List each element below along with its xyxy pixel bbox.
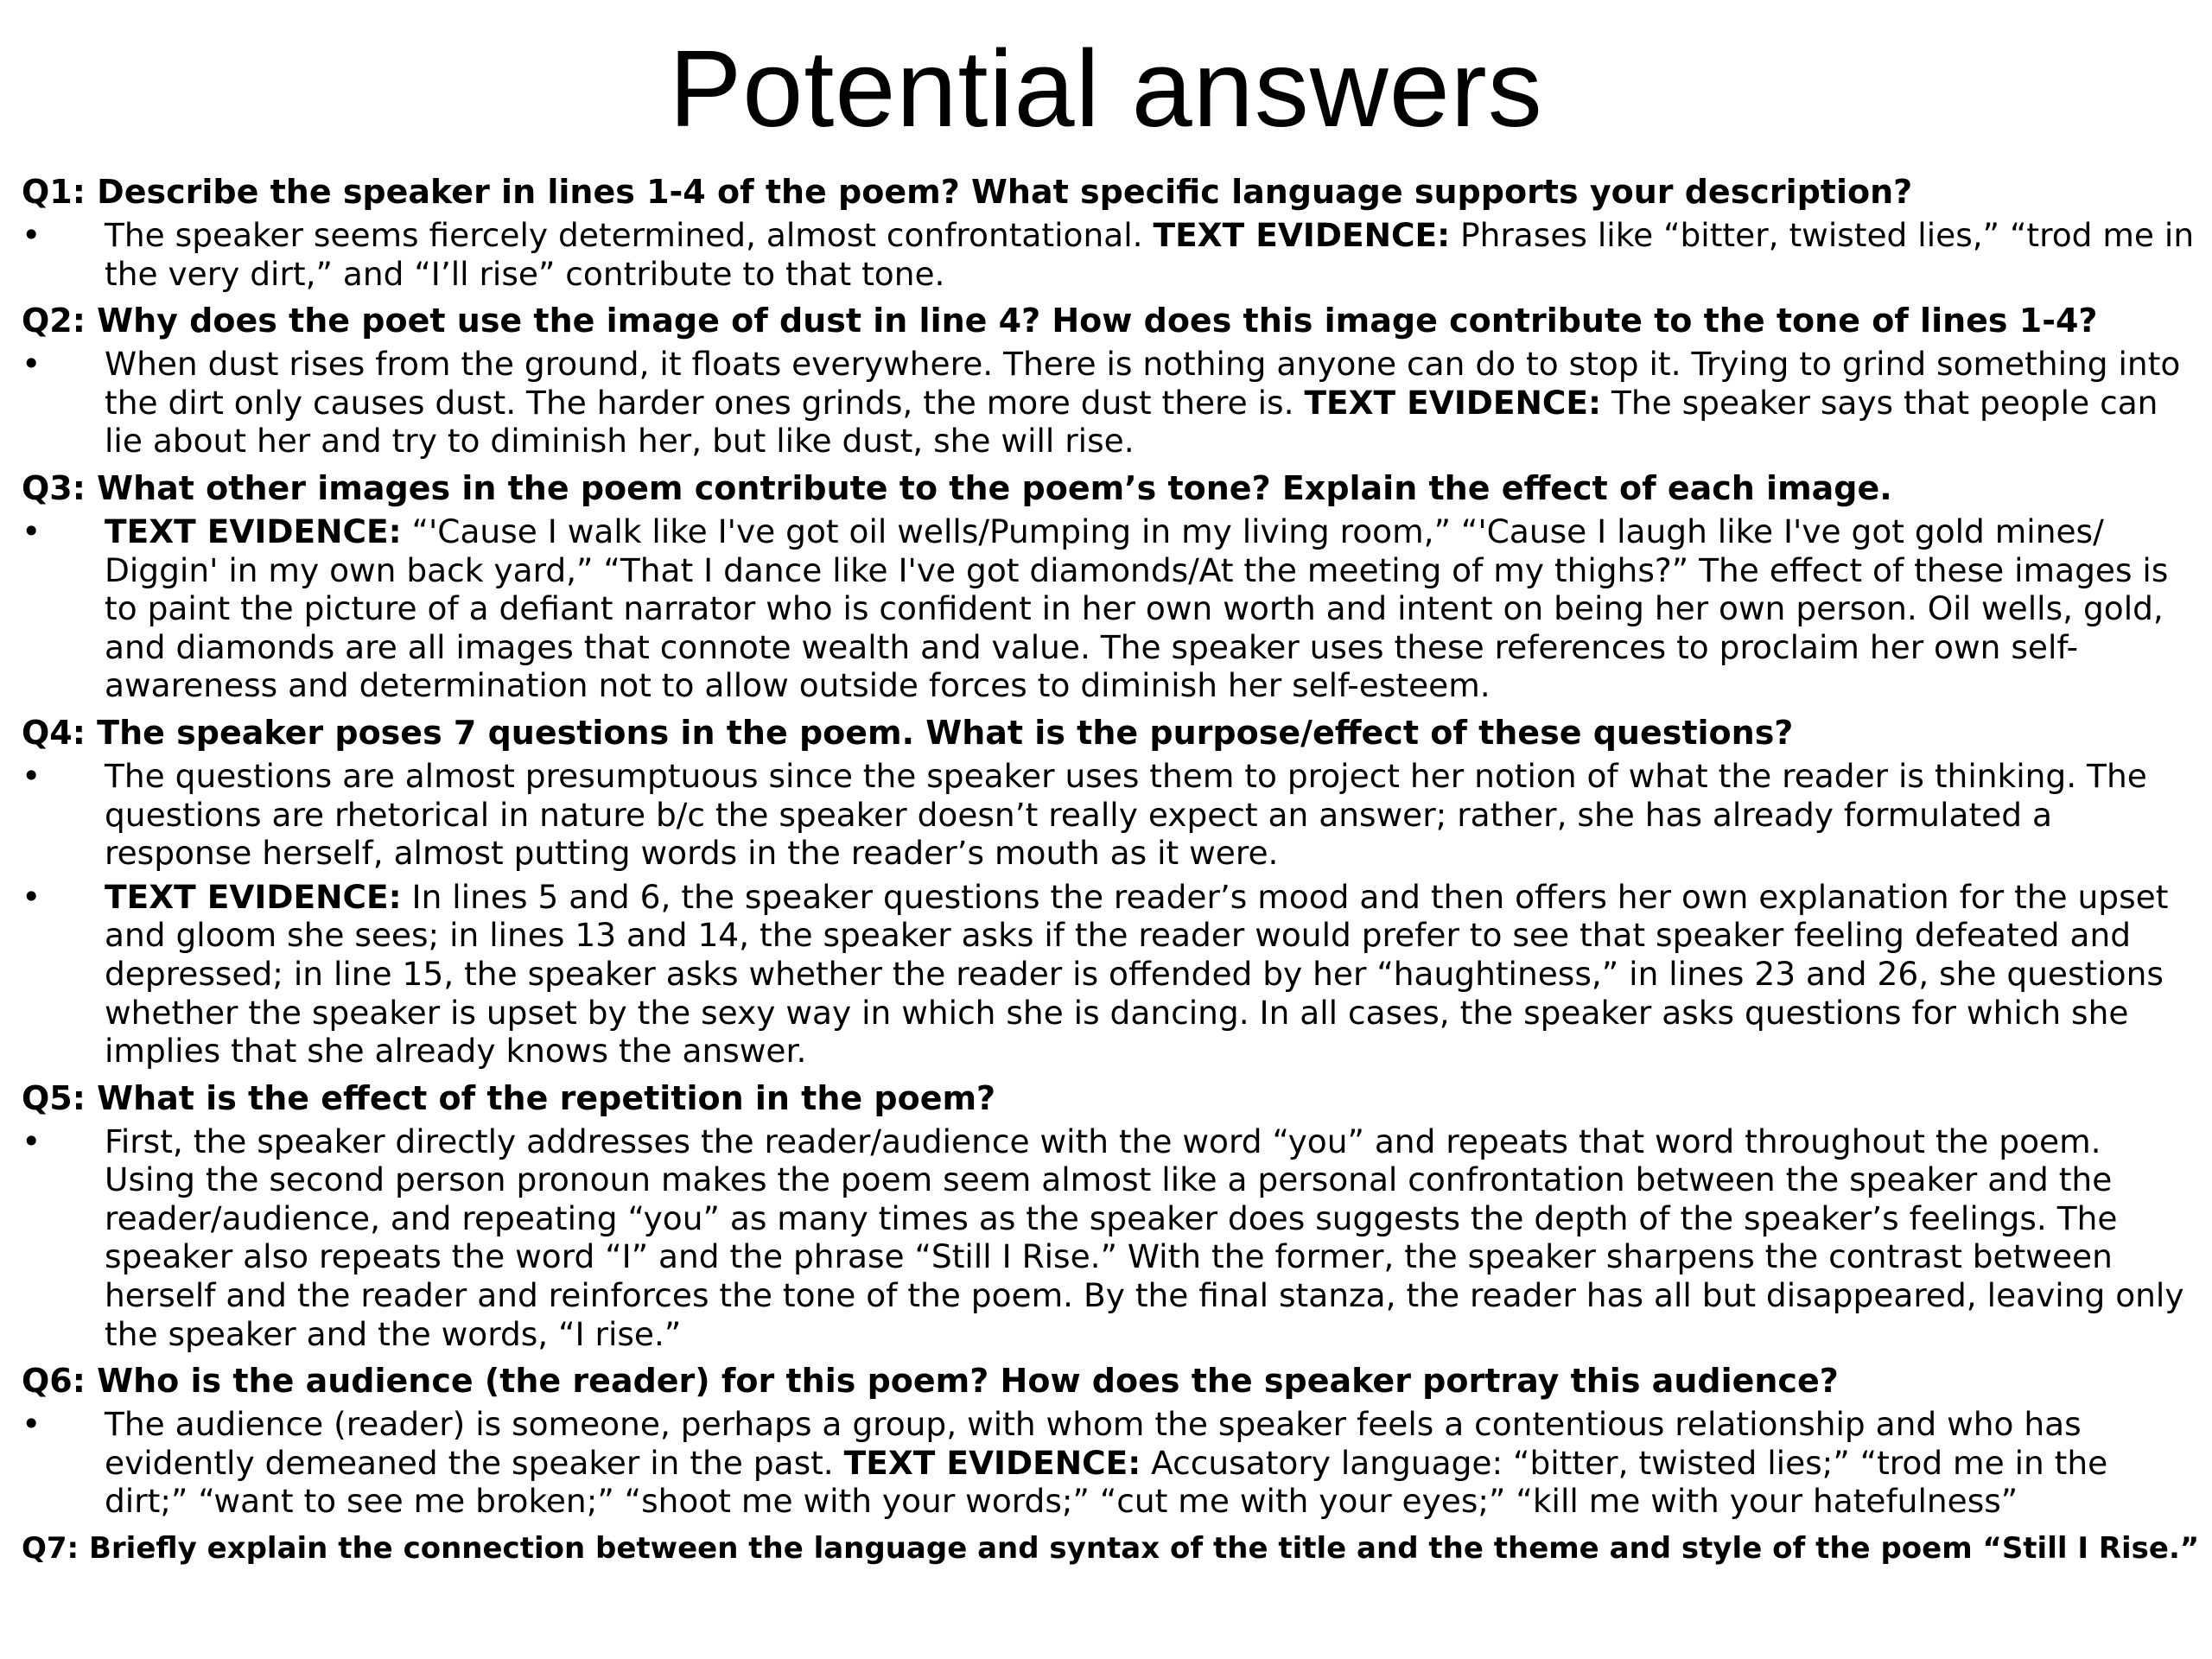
bullet-icon: •: [22, 1405, 41, 1444]
question-3: Q3: What other images in the poem contribute to the poem’s tone? Explain the effect of each image.: [22, 468, 1892, 507]
question-1: Q1: Describe the speaker in lines 1-4 of the poem? What specific language supports your description?: [22, 173, 1913, 211]
bullet-icon: •: [22, 512, 41, 550]
answer-text: The speaker seems fiercely determined, almost confrontational. TEXT EVIDENCE: Phrases like “bitter, twisted lies,” “trod me in the very dirt,” and “I’ll rise” contribute to that tone.: [105, 216, 2195, 293]
bullet-icon: •: [22, 216, 41, 254]
slide-title: Potential answers: [669, 28, 1543, 149]
answer-bullet-4a: [22, 757, 2199, 873]
answer-bullet-5: [22, 1122, 2199, 1354]
bullet-icon: •: [22, 877, 41, 916]
answer-bullet-4b: [22, 878, 2199, 1071]
evidence-label: TEXT EVIDENCE:: [1153, 216, 1451, 254]
bullet-icon: •: [22, 1122, 41, 1160]
evidence-label: TEXT EVIDENCE:: [105, 877, 402, 916]
evidence-label: TEXT EVIDENCE:: [1304, 383, 1602, 422]
question-5: Q5: What is the effect of the repetition in the poem?: [22, 1078, 996, 1117]
answer-bullet-1: [22, 216, 2199, 293]
answer-text: When dust rises from the ground, it floats everywhere. There is nothing anyone can do to stop it. Trying to grind something into the dirt only causes dust. The harder ones grinds, the more dust there is. TEXT EVIDENCE: The speaker says that people can lie about her and try to diminish her, but like dust, she will rise.: [105, 345, 2181, 461]
answer-bullet-6: [22, 1405, 2199, 1521]
answer-text: First, the speaker directly addresses the reader/audience with the word “you” and repeats that word throughout the poem. Using the second person pronoun makes the poem seem almost like a personal confrontation between the speaker and the reader/audience, and repeating “you” as many times as the speaker does suggests the depth of the speaker’s feelings. The speaker also repeats the word “I” and the phrase “Still I Rise.” With the former, the speaker sharpens the contrast between herself and the reader and reinforces the tone of the poem. By the final stanza, the reader has all but disappeared, leaving only the speaker and the words, “I rise.”: [105, 1122, 2184, 1353]
evidence-label: TEXT EVIDENCE:: [843, 1443, 1141, 1482]
answer-bullet-3: [22, 512, 2199, 705]
answer-text: The questions are almost presumptuous since the speaker uses them to project her notion of what the reader is thinking. The questions are rhetorical in nature b/c the speaker doesn’t really expect an answer; rather, she has already formulated a response herself, almost putting words in the reader’s mouth as it were.: [105, 756, 2147, 873]
answer-text: TEXT EVIDENCE: “'Cause I walk like I've got oil wells/Pumping in my living room,” “'Cause I laugh like I've got gold mines/ Diggin' in my own back yard,” “That I dance like I've got diamonds/At the meeting of my thighs?” The effect of these images is to paint the picture of a defiant narrator who is confident in her own worth and intent on being her own person. Oil wells, gold, and diamonds are all images that connote wealth and value. The speaker uses these references to proclaim her own self-awareness and determination not to allow outside forces to diminish her self-esteem.: [105, 512, 2169, 705]
bullet-icon: •: [22, 756, 41, 795]
answer-text: The audience (reader) is someone, perhaps a group, with whom the speaker feels a contentious relationship and who has evidently demeaned the speaker in the past. TEXT EVIDENCE: Accusatory language: “bitter, twisted lies;” “trod me in the dirt;” “want to see me broken;” “shoot me with your words;” “cut me with your eyes;” “kill me with your hatefulness”: [105, 1405, 2108, 1521]
answer-text: TEXT EVIDENCE: In lines 5 and 6, the speaker questions the reader’s mood and then offers her own explanation for the upset and gloom she sees; in lines 13 and 14, the speaker asks if the reader would prefer to see that speaker feeling defeated and depressed; in line 15, the speaker asks whether the reader is offended by her “haughtiness,” in lines 23 and 26, she questions whether the speaker is upset by the sexy way in which she is dancing. In all cases, the speaker asks questions for which she implies that she already knows the answer.: [105, 877, 2169, 1071]
evidence-label: TEXT EVIDENCE:: [105, 512, 402, 550]
question-2: Q2: Why does the poet use the image of dust in line 4? How does this image contribute to the tone of lines 1-4?: [22, 302, 2098, 340]
question-6: Q6: Who is the audience (the reader) for this poem? How does the speaker portray this audience?: [22, 1362, 1839, 1401]
answer-bullet-2: [22, 345, 2199, 461]
question-7: Q7: Briefly explain the connection between the language and syntax of the title and the theme and style of the poem “Still I Rise.”: [22, 1531, 2200, 1567]
question-4: Q4: The speaker poses 7 questions in the poem. What is the purpose/effect of these questions?: [22, 713, 1794, 752]
answers-list: [22, 169, 2199, 1573]
bullet-icon: •: [22, 345, 41, 384]
